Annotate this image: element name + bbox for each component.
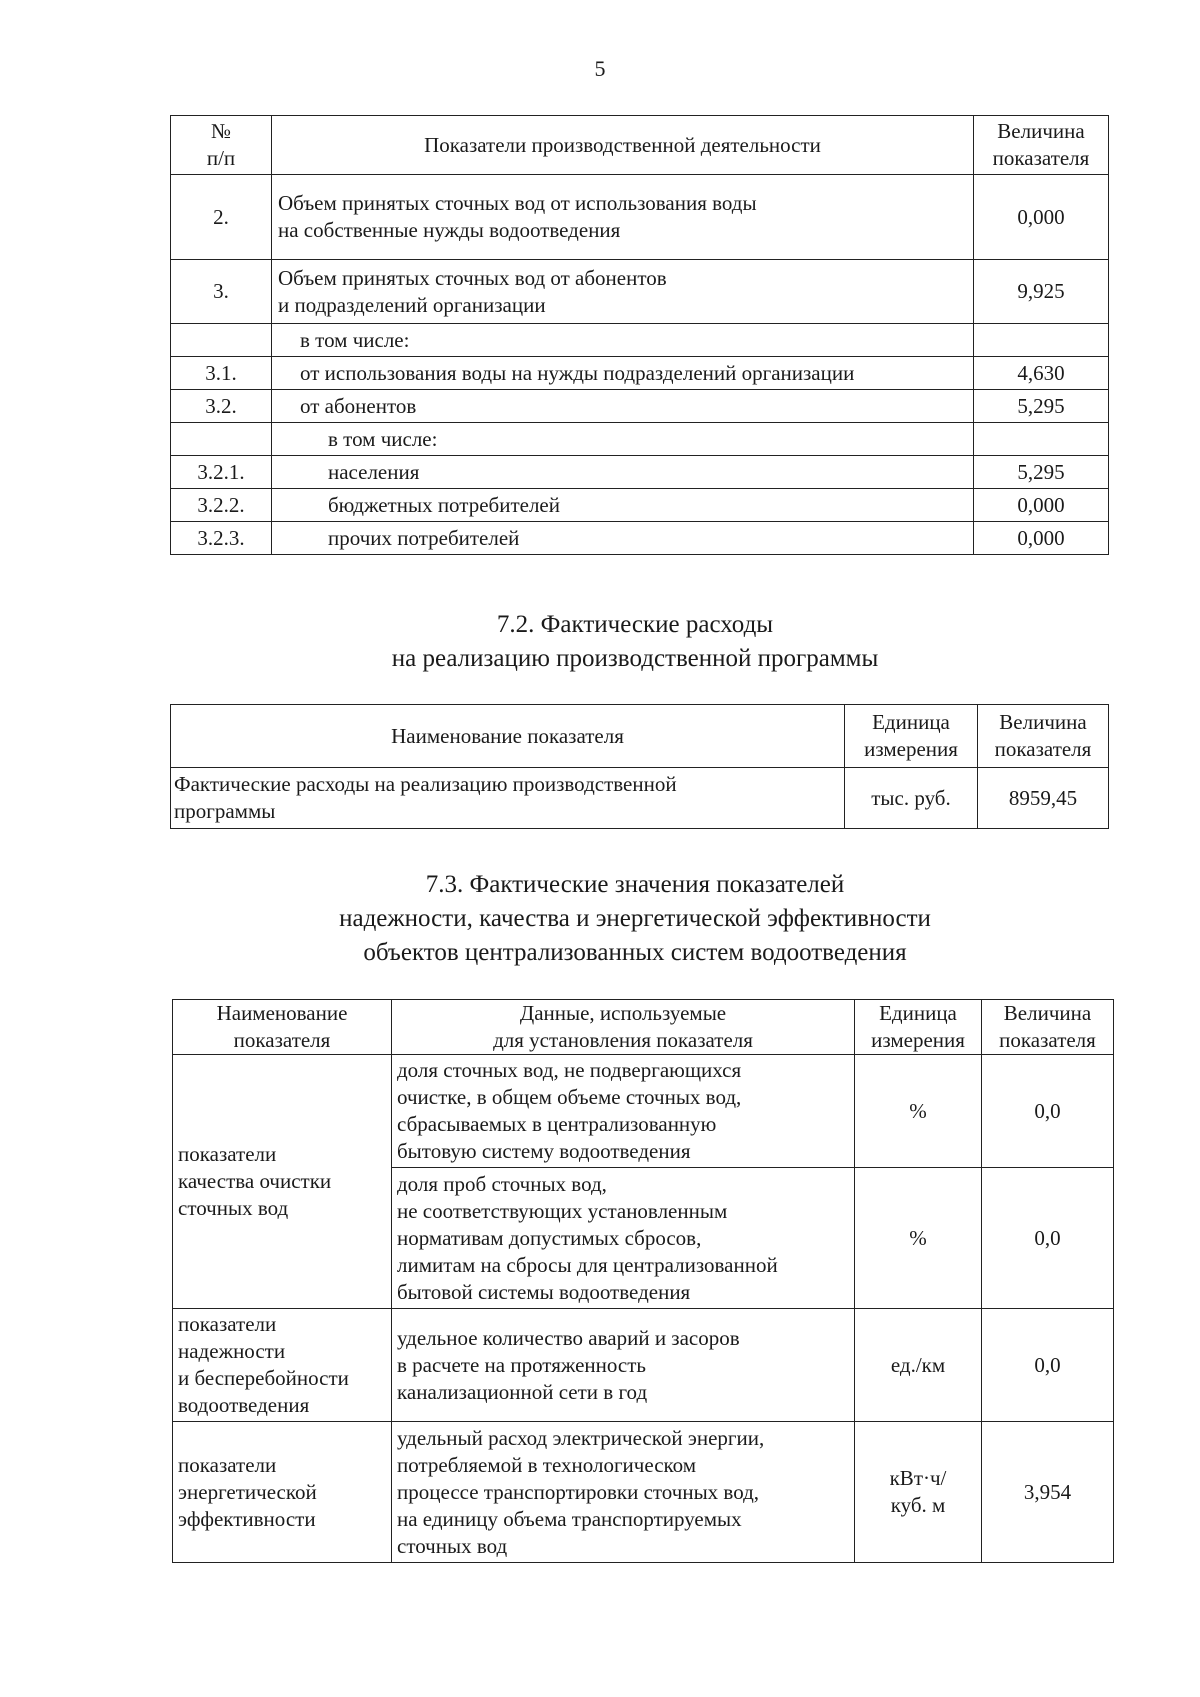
table-row: [171, 522, 1109, 555]
actual-expenses-table: [170, 704, 1109, 829]
table-row: [171, 423, 1109, 456]
header-name: Наименование показателя: [173, 1000, 392, 1055]
header-num: № п/п: [171, 116, 272, 175]
table-row: [171, 175, 1109, 260]
row-num: 3.: [171, 260, 272, 324]
header-value: Величина показателя: [982, 1000, 1114, 1055]
row-value: 0,000: [974, 522, 1109, 555]
table-row: [171, 260, 1109, 324]
row-data: удельный расход электрической энергии, потребляемой в технологическом процессе транспортировки сточных вод, на единицу объема транспортируемых сточных вод: [392, 1422, 855, 1563]
row-name: населения: [272, 456, 974, 489]
table-row: [171, 456, 1109, 489]
row-num: 3.2.3.: [171, 522, 272, 555]
row-unit: %: [855, 1055, 982, 1168]
row-name: Фактические расходы на реализацию производственной программы: [171, 768, 845, 829]
row-value: 8959,45: [978, 768, 1109, 829]
row-unit: %: [855, 1168, 982, 1309]
group-name-efficiency: показатели энергетической эффективности: [173, 1422, 392, 1563]
table-row: [171, 390, 1109, 423]
reliability-quality-efficiency-table: [172, 999, 1114, 1563]
row-value: [974, 423, 1109, 456]
row-value: 4,630: [974, 357, 1109, 390]
row-value: 0,000: [974, 175, 1109, 260]
production-indicators-table: [170, 115, 1109, 555]
table-row: [171, 357, 1109, 390]
row-value: 0,0: [982, 1055, 1114, 1168]
row-name: Объем принятых сточных вод от использования воды на собственные нужды водоотведения: [272, 175, 974, 260]
page-number: 5: [594, 56, 606, 81]
row-value: [974, 324, 1109, 357]
row-name: от использования воды на нужды подразделений организации: [272, 357, 974, 390]
section-7-3-title: 7.3. Фактические значения показателей надежности, качества и энергетической эффективности объектов централизованных систем водоотведения: [339, 871, 931, 966]
group-name-reliability: показатели надежности и бесперебойности водоотведения: [173, 1309, 392, 1422]
row-value: 9,925: [974, 260, 1109, 324]
row-name: в том числе:: [272, 423, 974, 456]
row-data: доля проб сточных вод, не соответствующих установленным нормативам допустимых сбросов, лимитам на сбросы для централизованной бытовой системы водоотведения: [392, 1168, 855, 1309]
row-value: 0,000: [974, 489, 1109, 522]
row-name: бюджетных потребителей: [272, 489, 974, 522]
header-value: Величина показателя: [978, 705, 1109, 768]
row-value: 0,0: [982, 1309, 1114, 1422]
section-7-2-title: 7.2. Фактические расходы на реализацию производственной программы: [391, 611, 879, 672]
row-num: 3.2.: [171, 390, 272, 423]
row-data: удельное количество аварий и засоров в расчете на протяженность канализационной сети в год: [392, 1309, 855, 1422]
header-name: Показатели производственной деятельности: [272, 116, 974, 175]
table-header-row: [173, 1000, 1114, 1055]
table-row: [173, 1422, 1114, 1563]
row-name: Объем принятых сточных вод от абонентов и подразделений организации: [272, 260, 974, 324]
row-value: 5,295: [974, 456, 1109, 489]
row-value: 0,0: [982, 1168, 1114, 1309]
row-name: от абонентов: [272, 390, 974, 423]
table-row: [171, 768, 1109, 829]
row-value: 3,954: [982, 1422, 1114, 1563]
row-data: доля сточных вод, не подвергающихся очистке, в общем объеме сточных вод, сбрасываемых в централизованную бытовую систему водоотведения: [392, 1055, 855, 1168]
row-num: 3.2.2.: [171, 489, 272, 522]
table-row: [173, 1309, 1114, 1422]
table-row: [171, 324, 1109, 357]
row-num: 3.2.1.: [171, 456, 272, 489]
header-value: Величина показателя: [974, 116, 1109, 175]
row-unit: кВт·ч/ куб. м: [855, 1422, 982, 1563]
header-name: Наименование показателя: [171, 705, 845, 768]
row-name: в том числе:: [272, 324, 974, 357]
row-unit: ед./км: [855, 1309, 982, 1422]
header-unit: Единица измерения: [855, 1000, 982, 1055]
table-row: [173, 1055, 1114, 1168]
table-header-row: [171, 116, 1109, 175]
row-unit: тыс. руб.: [845, 768, 978, 829]
group-name-quality: показатели качества очистки сточных вод: [173, 1055, 392, 1309]
row-value: 5,295: [974, 390, 1109, 423]
row-num: [171, 423, 272, 456]
row-name: прочих потребителей: [272, 522, 974, 555]
table-header-row: [171, 705, 1109, 768]
row-num: 2.: [171, 175, 272, 260]
header-data: Данные, используемые для установления показателя: [392, 1000, 855, 1055]
row-num: [171, 324, 272, 357]
header-unit: Единица измерения: [845, 705, 978, 768]
row-num: 3.1.: [171, 357, 272, 390]
table-row: [171, 489, 1109, 522]
